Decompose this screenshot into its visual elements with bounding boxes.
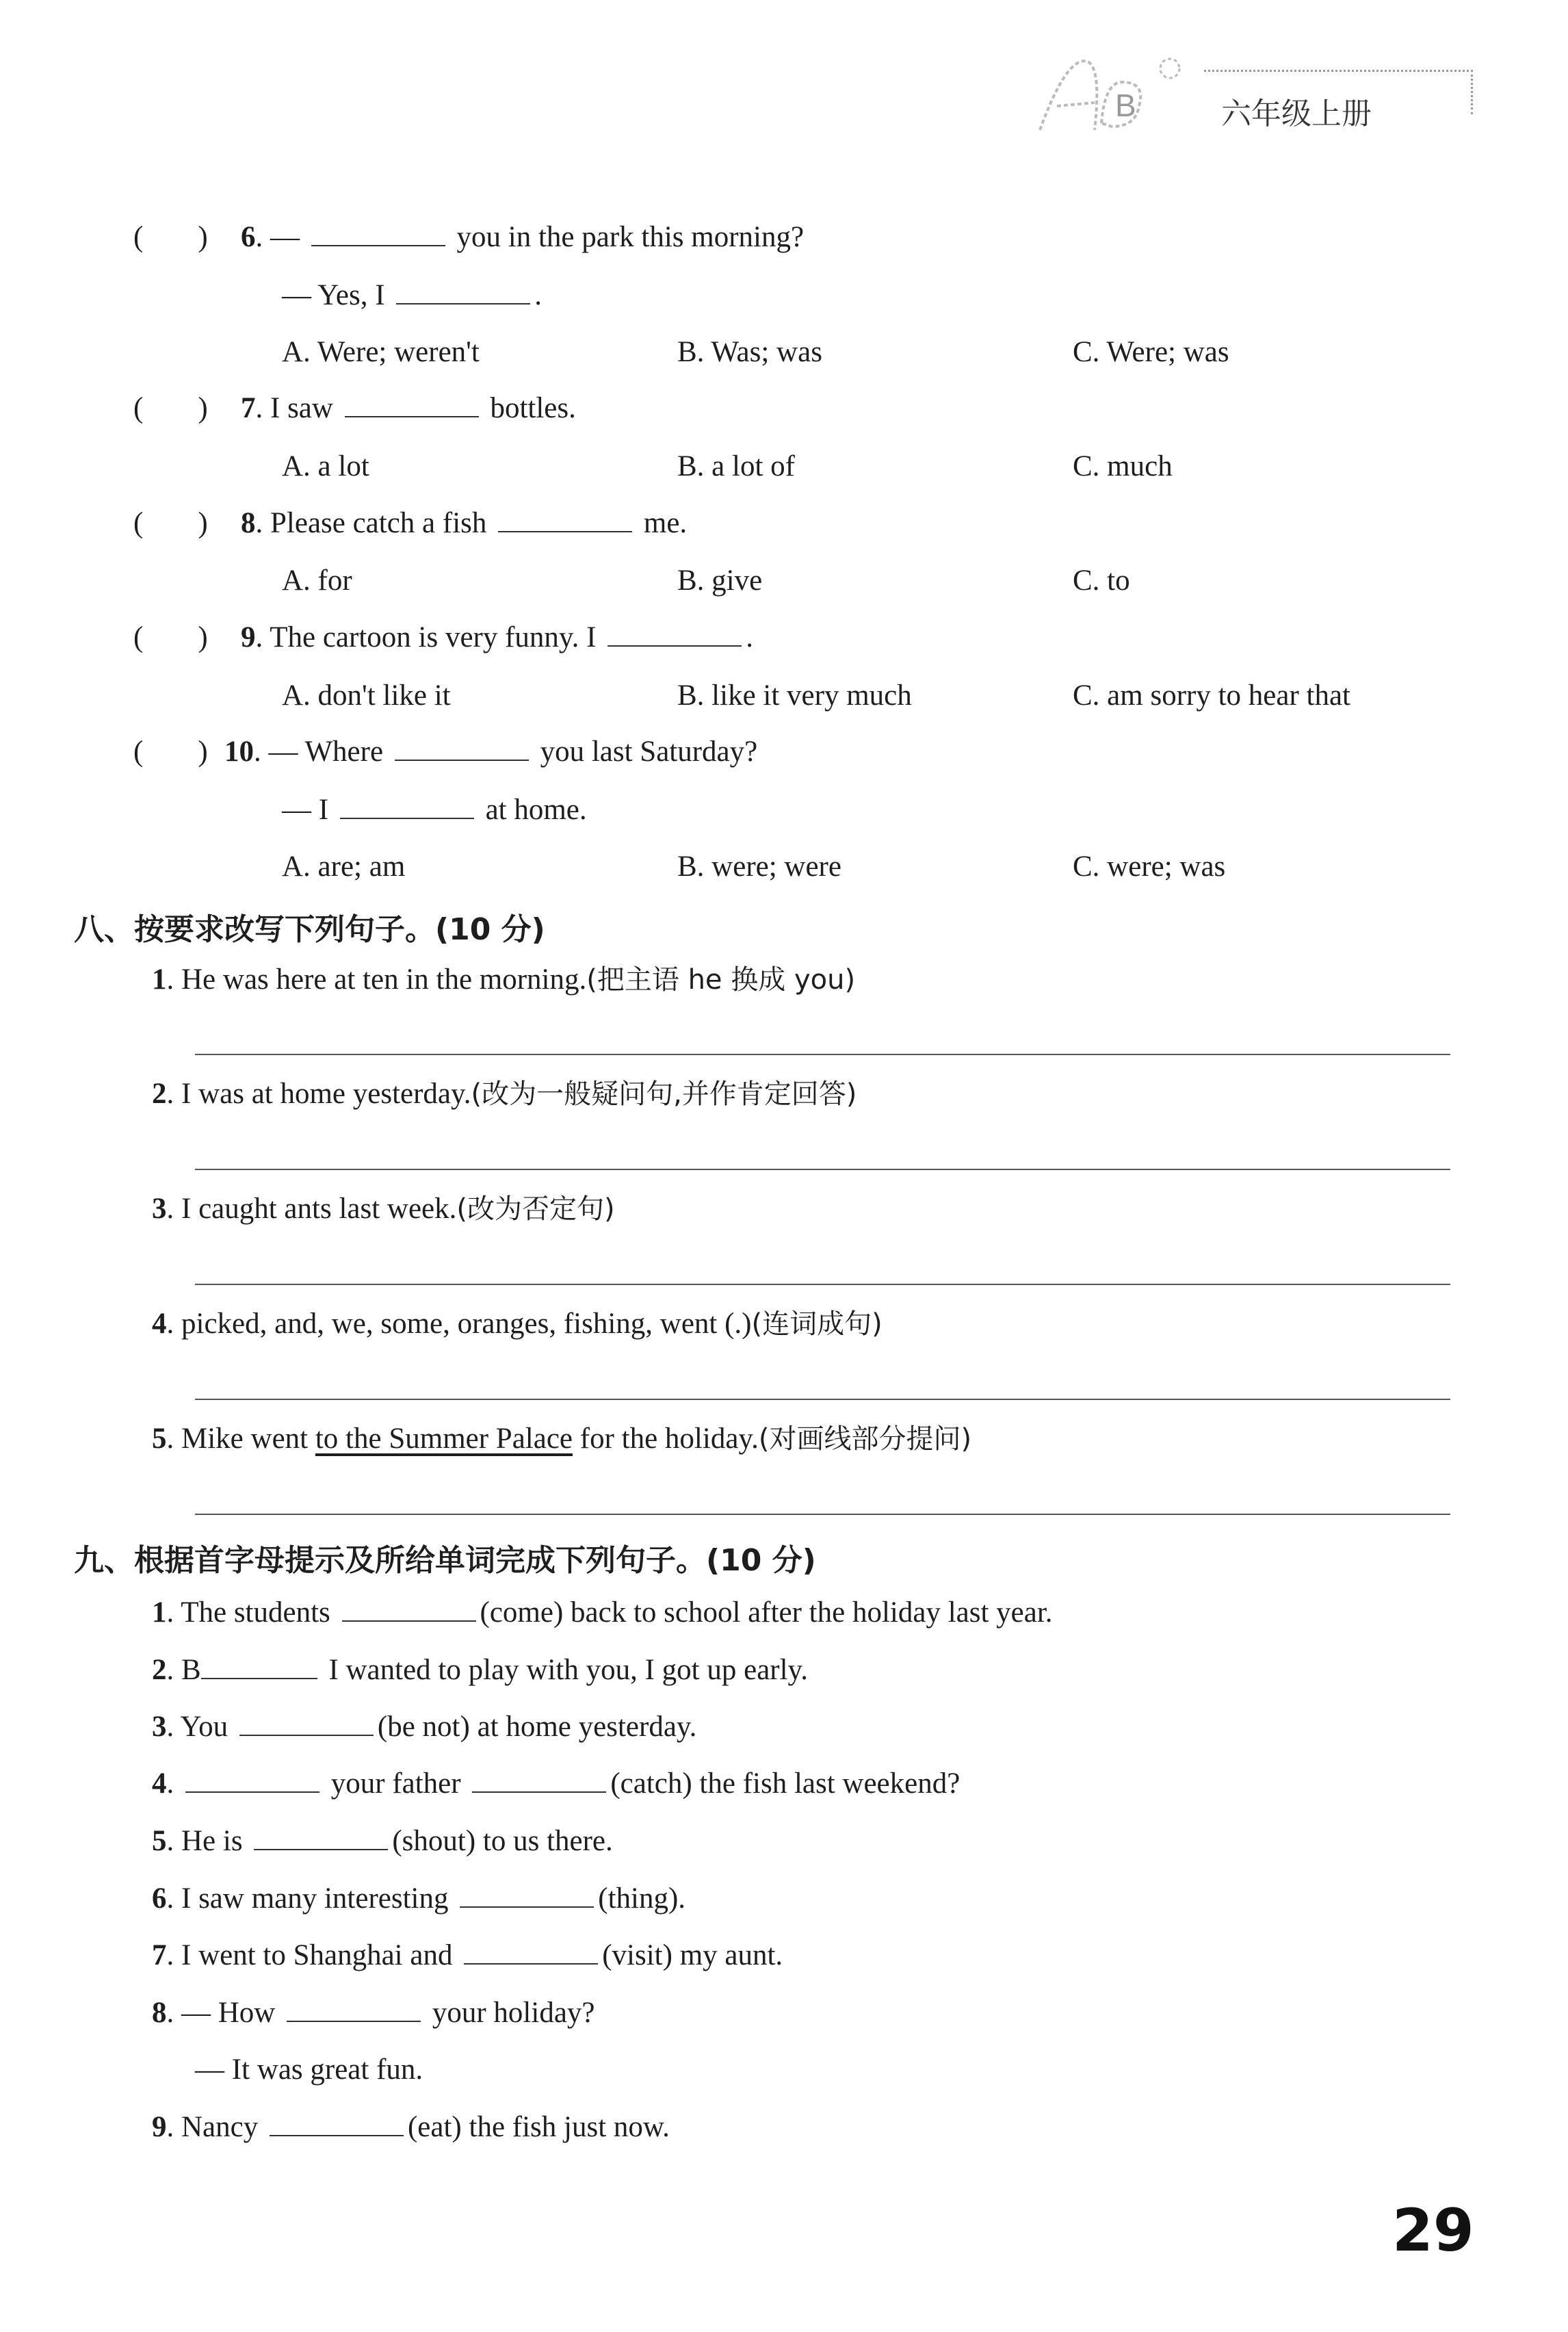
answer-paren: ( ) (133, 221, 208, 253)
grade-label: 六年级上册 (1221, 96, 1372, 131)
question-9: 9. The cartoon is very funny. I . (241, 621, 753, 653)
blank[interactable] (464, 1939, 598, 1965)
option-b[interactable]: B. a lot of (677, 450, 795, 482)
option-c[interactable]: C. Were; was (1073, 336, 1229, 368)
blank[interactable] (396, 278, 530, 305)
section-8-title: 八、按要求改写下列句子。(10 分) (74, 912, 545, 947)
answer-paren: ( ) (133, 621, 208, 653)
rewrite-item: 4. picked, and, we, some, oranges, fishing, went (.)(连词成句) (152, 1308, 883, 1340)
option-a[interactable]: A. Were; weren't (282, 336, 480, 368)
option-b[interactable]: B. like it very much (677, 679, 912, 712)
option-b[interactable]: B. were; were (677, 851, 841, 883)
question-6-line2: — Yes, I . (282, 279, 543, 311)
rewrite-item: 5. Mike went to the Summer Palace for the holiday.(对画线部分提问) (152, 1423, 972, 1455)
question-10-line2: — I at home. (282, 794, 587, 826)
question-8: 8. Please catch a fish me. (241, 507, 688, 539)
fill-item: 6. I saw many interesting (thing). (152, 1882, 686, 1915)
page-header (1026, 41, 1471, 144)
blank[interactable] (254, 1824, 388, 1850)
blank[interactable] (345, 391, 479, 417)
fill-item: 9. Nancy (eat) the fish just now. (152, 2111, 670, 2143)
blank[interactable] (498, 506, 632, 532)
answer-line[interactable] (195, 1399, 1450, 1400)
option-a[interactable]: A. for (282, 565, 352, 597)
answer-line[interactable] (195, 1284, 1450, 1285)
blank[interactable] (201, 1653, 317, 1679)
fill-item-line2: — It was great fun. (195, 2054, 423, 2086)
svg-text:B: B (1115, 88, 1136, 123)
answer-line[interactable] (195, 1514, 1450, 1515)
fill-item: 7. I went to Shanghai and (visit) my aunt. (152, 1939, 783, 1971)
blank[interactable] (270, 2110, 404, 2136)
question-7: 7. I saw bottles. (241, 392, 576, 424)
fill-item: 3. You (be not) at home yesterday. (152, 1711, 697, 1743)
answer-line[interactable] (195, 1169, 1450, 1170)
fill-item: 4. your father (catch) the fish last weekend? (152, 1767, 961, 1800)
blank[interactable] (607, 621, 742, 647)
blank[interactable] (342, 1596, 476, 1622)
blank[interactable] (472, 1767, 606, 1793)
question-6: 6. — you in the park this morning? (241, 221, 805, 253)
option-c[interactable]: C. am sorry to hear that (1073, 679, 1351, 712)
rewrite-item: 1. He was here at ten in the morning.(把主语 he 换成 you) (152, 963, 856, 996)
rewrite-item: 2. I was at home yesterday.(改为一般疑问句,并作肯定回答) (152, 1078, 857, 1110)
option-c[interactable]: C. were; was (1073, 851, 1226, 883)
blank[interactable] (287, 1996, 421, 2022)
option-a[interactable]: A. don't like it (282, 679, 451, 712)
blank[interactable] (395, 735, 529, 761)
underlined-phrase: to the Summer Palace (315, 1423, 573, 1455)
blank[interactable] (460, 1882, 594, 1908)
fill-item: 2. B I wanted to play with you, I got up early. (152, 1654, 809, 1686)
blank[interactable] (311, 220, 445, 246)
blank[interactable] (340, 793, 474, 819)
option-c[interactable]: C. to (1073, 565, 1130, 597)
option-a[interactable]: A. a lot (282, 450, 369, 482)
answer-line[interactable] (195, 1054, 1450, 1055)
question-10: 10. — Where you last Saturday? (224, 736, 758, 768)
option-b[interactable]: B. give (677, 565, 763, 597)
blank[interactable] (185, 1767, 319, 1793)
answer-paren: ( ) (133, 736, 208, 768)
option-a[interactable]: A. are; am (282, 851, 406, 883)
answer-paren: ( ) (133, 507, 208, 539)
option-b[interactable]: B. Was; was (677, 336, 822, 368)
page-number: 29 (1392, 2197, 1474, 2265)
fill-item: 8. — How your holiday? (152, 1997, 595, 2029)
fill-item: 1. The students (come) back to school after the holiday last year. (152, 1596, 1053, 1629)
answer-paren: ( ) (133, 392, 208, 424)
option-c[interactable]: C. much (1073, 450, 1173, 482)
section-9-title: 九、根据首字母提示及所给单词完成下列句子。(10 分) (74, 1543, 816, 1578)
rewrite-item: 3. I caught ants last week.(改为否定句) (152, 1193, 615, 1225)
fill-item: 5. He is (shout) to us there. (152, 1825, 613, 1857)
blank[interactable] (239, 1710, 374, 1736)
ab-logo-icon (1026, 41, 1204, 144)
